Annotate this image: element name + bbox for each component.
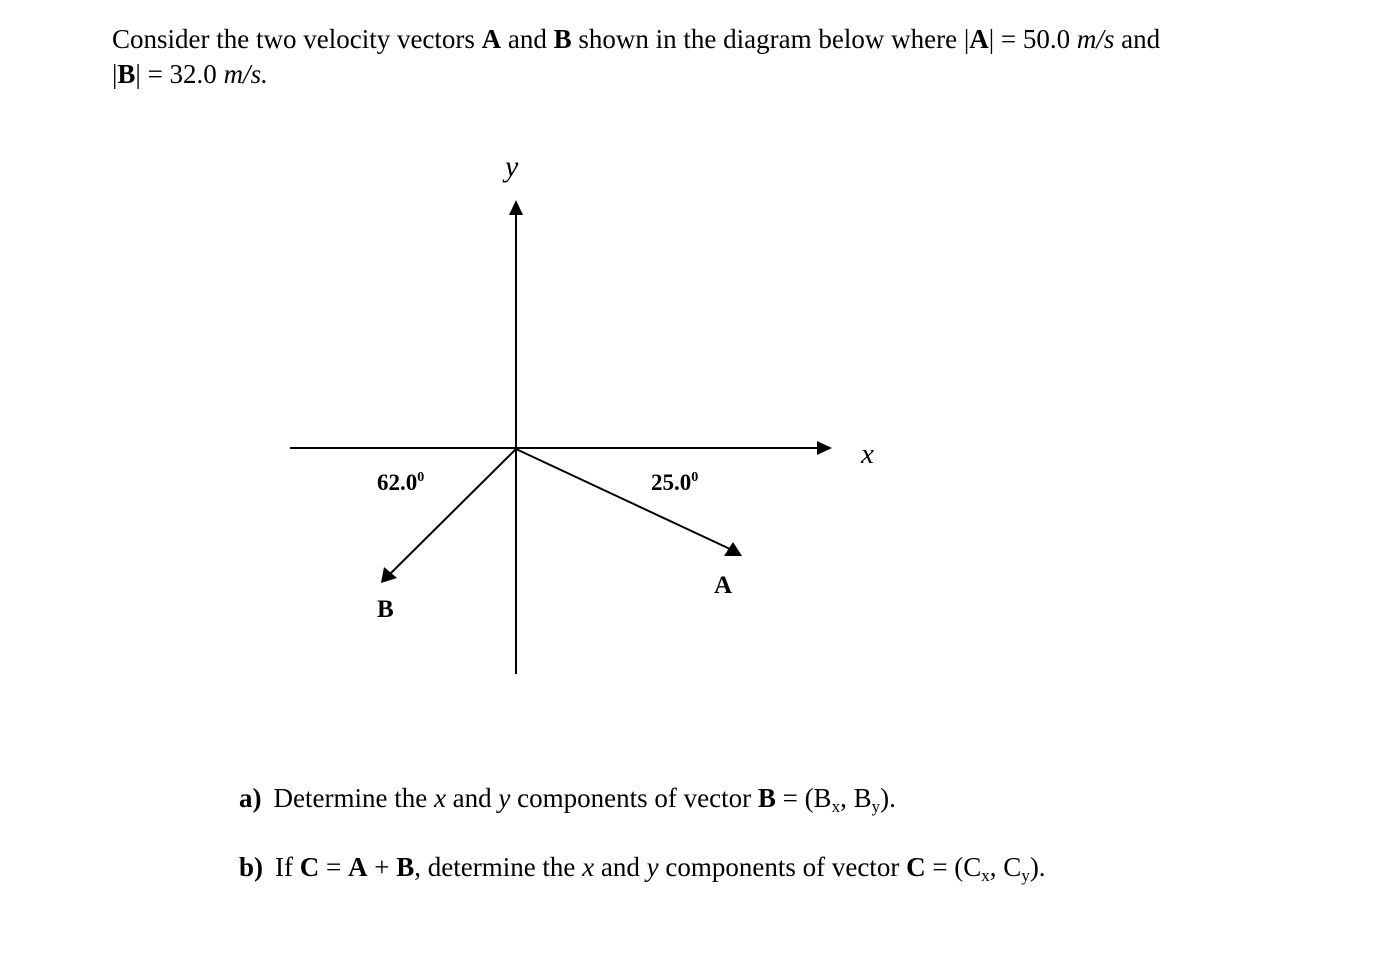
vector-b-symbol: B [117, 59, 136, 89]
vector-b-label: B [377, 596, 394, 623]
vector-b-symbol: B [553, 24, 572, 54]
vector-b-symbol: B [757, 783, 776, 813]
y-axis-arrowhead [509, 200, 523, 215]
x-axis-arrowhead [817, 441, 832, 455]
angle-a-value: 25.0 [651, 470, 692, 495]
magnitude-a: | = 50.0 [988, 24, 1077, 54]
vector-a-symbol: A [481, 24, 502, 54]
question-text: If [275, 852, 300, 882]
intro-text: | [112, 59, 118, 89]
question-text: ). [880, 783, 896, 813]
question-text: and [445, 783, 499, 813]
angle-b-value: 62.0 [377, 470, 418, 495]
vector-c-symbol: C [906, 852, 926, 882]
variable-y: y [646, 852, 659, 882]
vector-a-arrowhead [724, 542, 742, 556]
question-text: , C [989, 852, 1022, 882]
question-text: = [319, 852, 348, 882]
subscript-y: y [1021, 866, 1030, 885]
question-text: components of vector [510, 783, 758, 813]
question-text: , determine the [414, 852, 583, 882]
unit: m/s. [223, 59, 268, 89]
question-text: + [367, 852, 397, 882]
angle-a-label [651, 470, 698, 495]
y-axis-label: y [505, 150, 519, 183]
variable-x: x [582, 852, 595, 882]
subscript-x: x [831, 797, 841, 816]
vector-a-symbol: A [969, 24, 989, 54]
question-text: = (B [775, 783, 832, 813]
subscript-x: x [981, 866, 990, 885]
subscript-y: y [871, 797, 881, 816]
vector-c-symbol: C [299, 852, 320, 882]
intro-text: and [501, 24, 554, 54]
question-b-label: b) [239, 852, 264, 882]
variable-x: x [433, 783, 446, 813]
vector-a-label: A [714, 572, 733, 599]
angle-b-label [377, 470, 424, 495]
question-a [239, 780, 896, 816]
question-text: , B [840, 783, 872, 813]
question-text: components of vector [658, 852, 907, 882]
vector-b-symbol: B [396, 852, 415, 882]
degree-mark: 0 [417, 470, 425, 485]
degree-mark: 0 [691, 470, 699, 485]
variable-y: y [498, 783, 511, 813]
magnitude-b: | = 32.0 [135, 59, 224, 89]
question-text: Determine the [273, 783, 434, 813]
question-text: = (C [925, 852, 982, 882]
question-a-label: a) [239, 783, 262, 813]
question-text: and [594, 852, 647, 882]
intro-text: Consider the two velocity vectors [112, 24, 482, 54]
question-b [239, 849, 1046, 885]
question-text: ). [1029, 852, 1046, 882]
vector-b-line [390, 449, 516, 574]
x-axis-label: x [861, 438, 874, 470]
vector-a-symbol: A [347, 852, 368, 882]
vector-a-line [516, 449, 730, 549]
unit: m/s [1076, 24, 1115, 54]
intro-text: and [1114, 24, 1161, 54]
intro-text: shown in the diagram below where | [571, 24, 970, 54]
